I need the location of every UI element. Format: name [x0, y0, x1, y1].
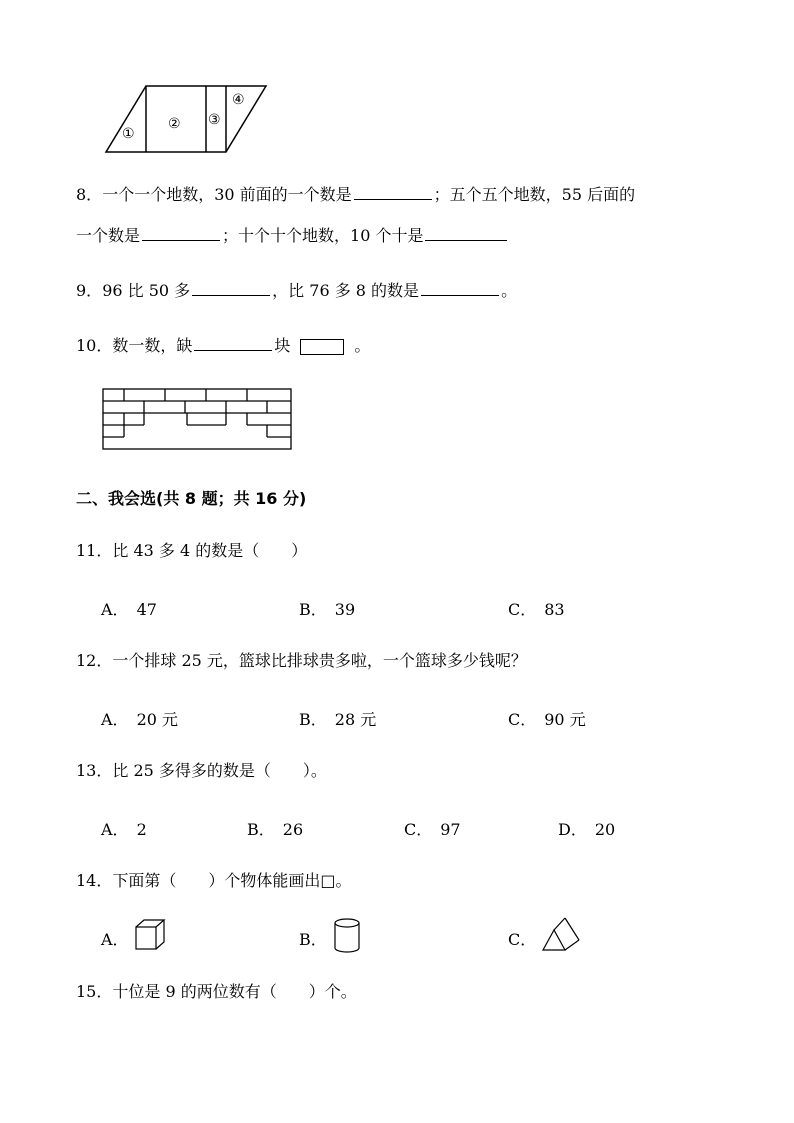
- question-8-line-1: [76, 184, 635, 205]
- option-label: C．: [508, 710, 537, 729]
- option-label: B．: [299, 930, 327, 949]
- answer-blank[interactable]: [421, 280, 499, 296]
- option-value: 47: [136, 600, 157, 619]
- option-label: B．: [247, 820, 275, 839]
- option-label: C．: [508, 600, 537, 619]
- question-13: [76, 761, 327, 781]
- option-a[interactable]: [101, 597, 157, 620]
- question-8-line-2: [76, 225, 509, 246]
- question-text: 一个一个地数，30 前面的一个数是: [102, 185, 352, 204]
- question-text: 下面第（ ）个物体能画出□。: [112, 871, 352, 890]
- option-value: 20 元: [136, 710, 179, 729]
- option-b[interactable]: [299, 927, 335, 950]
- option-a[interactable]: [101, 817, 147, 840]
- question-text: 数一数，缺: [112, 336, 193, 355]
- question-number: 9．: [76, 281, 103, 300]
- answer-blank[interactable]: [194, 335, 272, 351]
- option-c[interactable]: [508, 707, 586, 730]
- question-9: [76, 280, 517, 301]
- question-14: [76, 871, 352, 891]
- brick-wall-figure: [102, 388, 292, 450]
- answer-blank[interactable]: [192, 280, 270, 296]
- option-label: C．: [508, 930, 537, 949]
- option-d[interactable]: [558, 817, 615, 840]
- question-text: 。: [501, 281, 518, 300]
- option-label: A．: [101, 600, 129, 619]
- question-number: 14．: [76, 871, 113, 890]
- question-text: 。: [354, 336, 371, 355]
- option-b[interactable]: [299, 597, 355, 620]
- question-number: 13．: [76, 761, 113, 780]
- cube-icon: [134, 918, 166, 952]
- question-12: [76, 651, 527, 671]
- question-text: 96 比 50 多: [102, 281, 191, 300]
- question-text: ，比 76 多 8 的数是: [272, 281, 420, 300]
- option-c[interactable]: [508, 597, 565, 620]
- question-15: [76, 982, 357, 1002]
- option-label: B．: [299, 600, 327, 619]
- answer-blank[interactable]: [142, 225, 220, 241]
- answer-blank[interactable]: [354, 184, 432, 200]
- option-value: 2: [136, 820, 147, 839]
- parallelogram-figure: [100, 82, 270, 154]
- question-number: 15．: [76, 982, 113, 1001]
- option-b[interactable]: [299, 707, 376, 730]
- question-text: 一个排球 25 元，篮球比排球贵多啦，一个篮球多少钱呢？: [112, 651, 527, 670]
- question-text: ；五个五个地数，55 后面的: [433, 185, 636, 204]
- option-c[interactable]: [508, 927, 544, 950]
- question-text: 比 25 多得多的数是（ ）。: [112, 761, 327, 780]
- figure-label-3: ③: [208, 112, 221, 128]
- option-value: 83: [544, 600, 565, 619]
- question-number: 10．: [76, 336, 113, 355]
- option-label: D．: [558, 820, 587, 839]
- option-value: 28 元: [334, 710, 377, 729]
- question-11: [76, 541, 307, 561]
- option-a[interactable]: [101, 707, 178, 730]
- option-value: 39: [334, 600, 356, 619]
- option-c[interactable]: [404, 817, 461, 840]
- question-text: 比 43 多 4 的数是（ ）: [112, 541, 308, 560]
- option-value: 26: [282, 820, 304, 839]
- figure-label-1: ①: [122, 126, 135, 142]
- option-label: B．: [299, 710, 327, 729]
- option-a[interactable]: [101, 927, 137, 950]
- option-value: 20: [594, 820, 616, 839]
- question-10: [76, 335, 370, 356]
- figure-label-4: ④: [232, 92, 245, 108]
- option-label: A．: [101, 930, 129, 949]
- brick-icon: [300, 339, 344, 355]
- section-title: 二、我会选(共 8 题；共 16 分): [76, 489, 307, 508]
- question-text: ；十个十个地数，10 个十是: [222, 226, 424, 245]
- option-label: A．: [101, 710, 129, 729]
- triangular-prism-icon: [541, 916, 583, 954]
- question-number: 12．: [76, 651, 113, 670]
- question-number: 11．: [76, 541, 113, 560]
- option-label: C．: [404, 820, 433, 839]
- question-text: 一个数是: [76, 226, 141, 245]
- option-value: 90 元: [544, 710, 586, 729]
- option-value: 97: [440, 820, 461, 839]
- option-b[interactable]: [247, 817, 303, 840]
- question-text: 块: [274, 336, 291, 355]
- answer-blank[interactable]: [425, 225, 507, 241]
- figure-label-2: ②: [168, 116, 181, 132]
- question-text: 十位是 9 的两位数有（ ）个。: [112, 982, 357, 1001]
- cylinder-icon: [332, 918, 362, 954]
- option-label: A．: [101, 820, 129, 839]
- question-number: 8．: [76, 185, 103, 204]
